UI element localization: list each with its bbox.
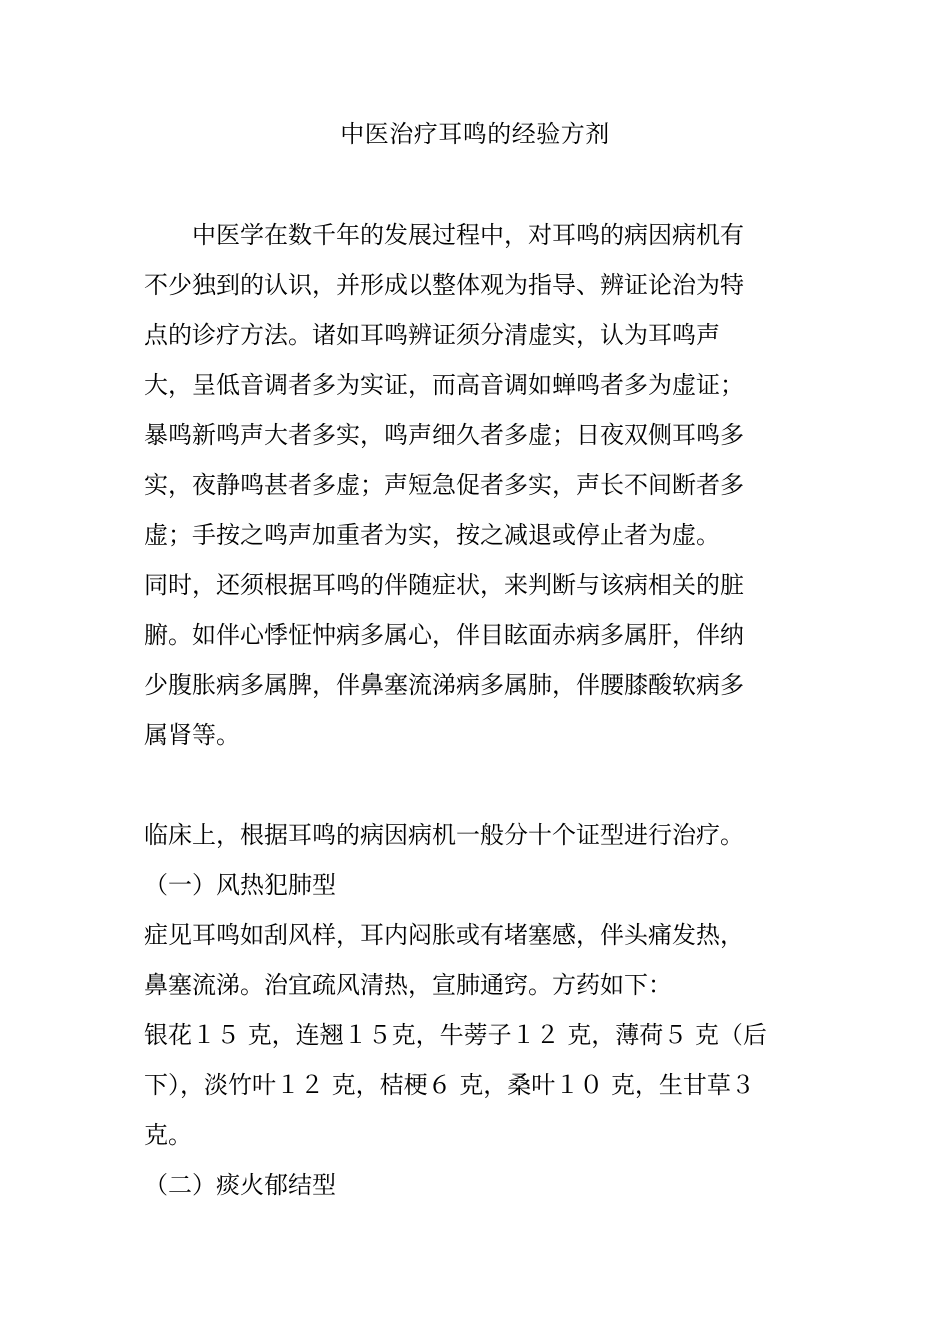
text-line: 实，夜静鸣甚者多虚；声短急促者多实，声长不间断者多 [144,471,744,499]
text-line: 大，呈低音调者多为实证，而高音调如蝉鸣者多为虚证； [144,371,744,399]
text-line: 症见耳鸣如刮风样，耳内闷胀或有堵塞感，伴头痛发热， [144,921,744,949]
section-heading: （一）风热犯肺型 [144,871,336,899]
document-title: 中医治疗耳鸣的经验方剂 [340,120,610,148]
text-line: 不少独到的认识，并形成以整体观为指导、辨证论治为特 [144,271,744,299]
text-line: 腑。如伴心悸怔忡病多属心，伴目眩面赤病多属肝，伴纳 [144,621,744,649]
text-line: 暴鸣新鸣声大者多实，鸣声细久者多虚；日夜双侧耳鸣多 [144,421,744,449]
document-body [144,210,794,1210]
text-line: 克。 [144,1121,192,1149]
blank-line [144,760,794,810]
text-line: 点的诊疗方法。诸如耳鸣辨证须分清虚实，认为耳鸣声 [144,321,720,349]
text-line: 银花１５ 克，连翘１５克，牛蒡子１２ 克，薄荷５ 克（后 [144,1021,767,1049]
text-line: 虚；手按之鸣声加重者为实，按之减退或停止者为虚。 [144,521,720,549]
text-line: 下），淡竹叶１２ 克，桔梗６ 克，桑叶１０ 克，生甘草３ [144,1071,755,1099]
text-line: 临床上，根据耳鸣的病因病机一般分十个证型进行治疗。 [144,821,744,849]
text-line: 少腹胀病多属脾，伴鼻塞流涕病多属肺，伴腰膝酸软病多 [144,671,744,699]
section-heading: （二）痰火郁结型 [144,1171,336,1199]
text-line: 同时，还须根据耳鸣的伴随症状，来判断与该病相关的脏 [144,571,744,599]
text-line: 鼻塞流涕。治宜疏风清热，宣肺通窍。方药如下： [144,971,672,999]
text-line: 属肾等。 [144,721,240,749]
text-line: 中医学在数千年的发展过程中，对耳鸣的病因病机有 [144,221,744,249]
